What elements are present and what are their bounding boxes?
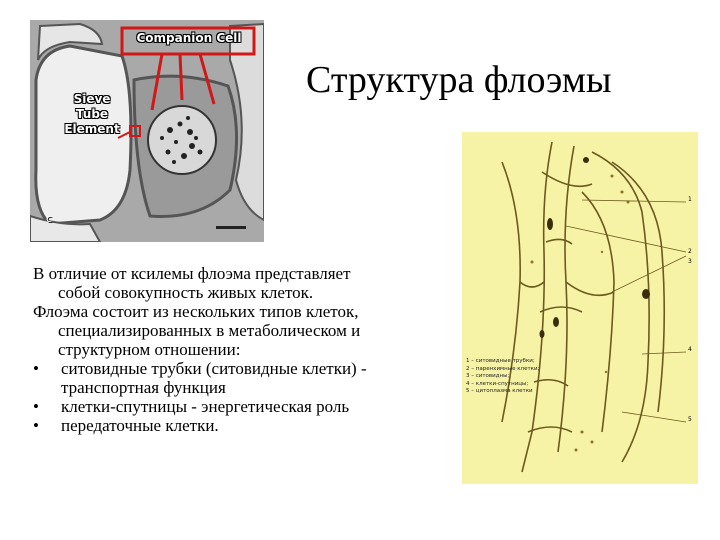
diagram-legend xyxy=(466,358,546,396)
element-label-line: Element xyxy=(64,122,120,136)
micrograph-image xyxy=(30,20,264,242)
diagram-label-1: 1 xyxy=(688,196,692,203)
diagram-label-2: 2 xyxy=(688,248,692,255)
paragraph-1-line-1: В отличие от ксилемы флоэма представляет xyxy=(33,264,351,283)
legend-item-3: 3 – ситовидны; xyxy=(466,373,510,379)
diagram-label-3: 3 xyxy=(688,258,692,265)
legend-item-1: 1 – ситовидные трубки; xyxy=(466,358,535,364)
bullet-line-2: транспортная функция xyxy=(61,378,226,397)
bullet-item xyxy=(33,416,443,435)
bullet-marker: • xyxy=(33,397,39,416)
phloem-diagram xyxy=(462,132,698,484)
bullet-item xyxy=(33,359,443,397)
paragraph-2-line-1: Флоэма состоит из нескольких типов клеток, xyxy=(33,302,359,321)
bullet-marker: • xyxy=(33,359,39,378)
page-title: Структура флоэмы xyxy=(306,59,612,101)
bullet-item xyxy=(33,397,443,416)
panel-letter: c xyxy=(46,212,53,225)
bullet-list xyxy=(33,359,443,435)
paragraph-1 xyxy=(33,264,443,302)
diagram-label-5: 5 xyxy=(688,416,692,423)
bullet-line-1: передаточные клетки. xyxy=(61,416,219,435)
sieve-label-line: Sieve xyxy=(73,92,111,106)
phloem-drawing xyxy=(462,132,698,484)
paragraph-1-line-2: собой совокупность живых клеток. xyxy=(58,283,314,302)
legend-item-2: 2 – паренхимные клетки; xyxy=(466,365,540,372)
diagram-label-4: 4 xyxy=(688,346,692,353)
paragraph-2-line-3: структурном отношении: xyxy=(58,340,241,359)
companion-cell-label: Companion Cell xyxy=(136,31,242,45)
bullet-marker: • xyxy=(33,416,39,435)
legend-item-4: 4 – клетки-спутницы; xyxy=(466,380,529,387)
tube-label-line: Tube xyxy=(75,107,109,121)
bullet-line-1: ситовидные трубки (ситовидные клетки) - xyxy=(61,359,367,378)
sieve-tube-element-label xyxy=(60,92,124,137)
bullet-line-1: клетки-спутницы - энергетическая роль xyxy=(61,397,350,416)
body-text xyxy=(33,264,443,435)
paragraph-2 xyxy=(33,302,443,359)
legend-item-5: 5 – цитоплазма клетки xyxy=(466,388,533,394)
paragraph-2-line-2: специализированных в метаболическом и xyxy=(58,321,361,340)
